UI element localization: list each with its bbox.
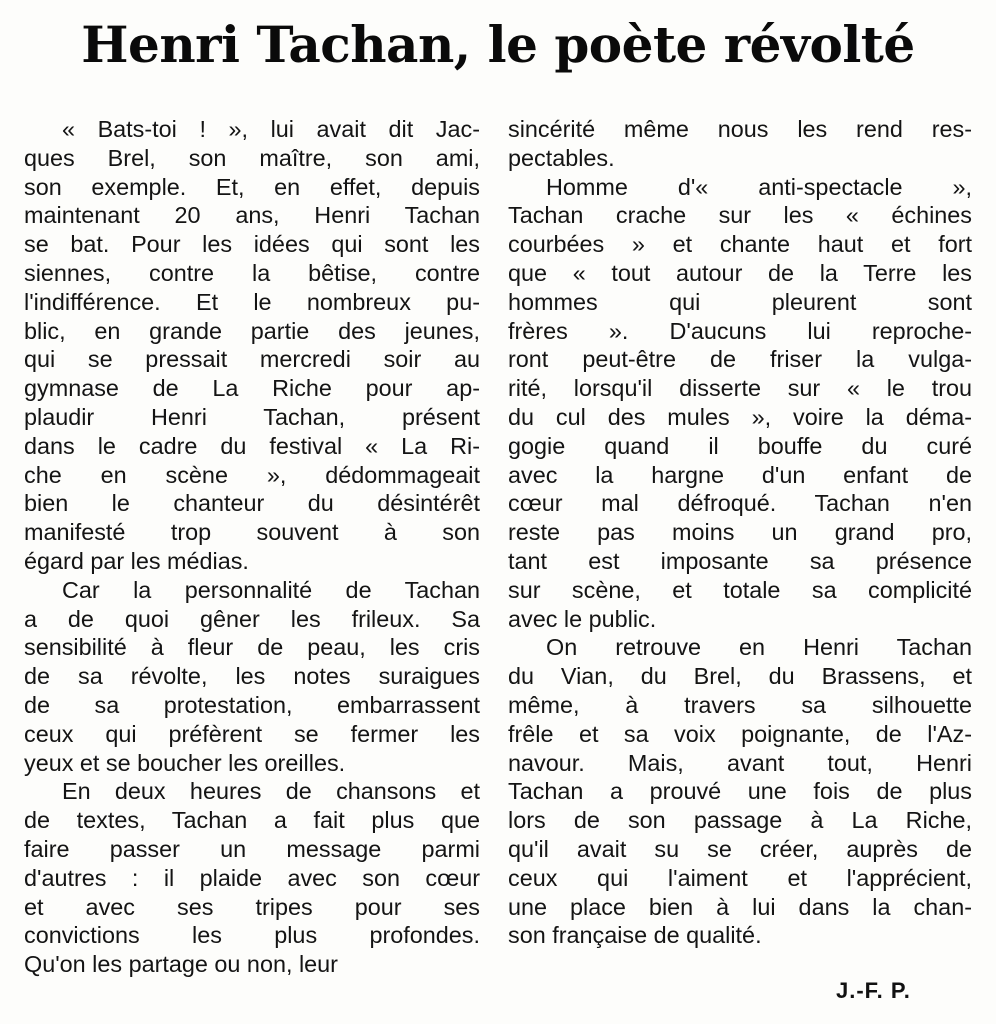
- text-line: une place bien à lui dans la chan-: [508, 893, 972, 920]
- text-line: courbées » et chante haut et fort: [508, 231, 972, 258]
- text-line: yeux et se boucher les oreilles.: [24, 749, 346, 776]
- text-line: ceux qui préfèrent se fermer les: [24, 720, 480, 747]
- text-line: « Bats-toi ! », lui avait dit Jac-: [62, 116, 480, 142]
- article-paragraph: [508, 633, 972, 950]
- article-paragraph: [24, 576, 480, 778]
- text-line: égard par les médias.: [24, 547, 249, 574]
- text-line: qui se pressait mercredi soir au: [24, 346, 480, 373]
- text-line: plaudir Henri Tachan, présent: [24, 403, 480, 430]
- text-line: On retrouve en Henri Tachan: [546, 634, 972, 661]
- text-line: sensibilité à fleur de peau, les cris: [24, 634, 480, 661]
- text-line: gymnase de La Riche pour ap-: [24, 375, 480, 402]
- article-column-left: [24, 115, 480, 979]
- article-paragraph: [508, 115, 972, 173]
- text-line: de sa protestation, embarrassent: [24, 691, 480, 718]
- text-line: bien le chanteur du désintérêt: [24, 490, 480, 517]
- text-line: lors de son passage à La Riche,: [508, 807, 972, 834]
- text-line: cœur mal défroqué. Tachan n'en: [508, 490, 972, 517]
- article-headline: Henri Tachan, le poète révolté: [81, 15, 915, 74]
- text-line: manifesté trop souvent à son: [24, 519, 480, 546]
- text-line: son exemple. Et, en effet, depuis: [24, 173, 480, 200]
- text-line: même, à travers sa silhouette: [508, 691, 972, 718]
- text-line: pectables.: [508, 144, 615, 171]
- text-line: d'autres : il plaide avec son cœur: [24, 864, 480, 891]
- text-line: ques Brel, son maître, son ami,: [24, 144, 480, 171]
- article-paragraph: [508, 173, 972, 634]
- text-line: navour. Mais, avant tout, Henri: [508, 749, 972, 776]
- text-line: et avec ses tripes pour ses: [24, 893, 480, 920]
- text-line: reste pas moins un grand pro,: [508, 519, 972, 546]
- text-line: ceux qui l'aiment et l'apprécient,: [508, 864, 972, 891]
- text-line: avec la hargne d'un enfant de: [508, 461, 972, 488]
- text-line: siennes, contre la bêtise, contre: [24, 259, 480, 286]
- text-line: Qu'on les partage ou non, leur: [24, 951, 338, 978]
- text-line: frêle et sa voix poignante, de l'Az-: [508, 720, 972, 747]
- text-line: a de quoi gêner les frileux. Sa: [24, 605, 480, 632]
- author-signature: J.-F. P.: [836, 978, 911, 1003]
- text-line: blic, en grande partie des jeunes,: [24, 317, 480, 344]
- article-paragraph: [24, 115, 480, 576]
- text-line: rité, lorsqu'il disserte sur « le trou: [508, 375, 972, 402]
- text-line: avec le public.: [508, 605, 657, 632]
- text-line: de textes, Tachan a fait plus que: [24, 807, 480, 834]
- text-line: Tachan a prouvé une fois de plus: [508, 778, 972, 805]
- text-line: du cul des mules », voire la déma-: [508, 403, 972, 430]
- text-line: convictions les plus profondes.: [24, 922, 480, 949]
- text-line: se bat. Pour les idées qui sont les: [24, 231, 480, 258]
- text-line: gogie quand il bouffe du curé: [508, 432, 972, 459]
- text-line: son française de qualité.: [508, 922, 762, 949]
- text-line: Car la personnalité de Tachan: [62, 576, 480, 603]
- text-line: que « tout autour de la Terre les: [508, 259, 972, 286]
- text-line: l'indifférence. Et le nombreux pu-: [24, 288, 480, 315]
- text-line: tant est imposante sa présence: [508, 547, 972, 574]
- article-paragraph: [24, 777, 480, 979]
- text-line: frères ». D'aucuns lui reproche-: [508, 317, 972, 344]
- text-line: sur scène, et totale sa complicité: [508, 576, 972, 603]
- text-line: Tachan crache sur les « échines: [508, 202, 972, 229]
- text-line: du Vian, du Brel, du Brassens, et: [508, 663, 972, 690]
- text-line: Homme d'« anti-spectacle »,: [546, 173, 972, 200]
- text-line: sincérité même nous les rend res-: [508, 116, 972, 142]
- text-line: hommes qui pleurent sont: [508, 288, 972, 315]
- text-line: de sa révolte, les notes suraigues: [24, 663, 480, 690]
- text-line: qu'il avait su se créer, auprès de: [508, 835, 972, 862]
- text-line: ront peut-être de friser la vulga-: [508, 346, 972, 373]
- article-column-right: [508, 115, 972, 950]
- text-line: maintenant 20 ans, Henri Tachan: [24, 202, 480, 229]
- text-line: dans le cadre du festival « La Ri-: [24, 432, 480, 459]
- text-line: En deux heures de chansons et: [62, 778, 480, 805]
- text-line: che en scène », dédommageait: [24, 461, 480, 488]
- text-line: faire passer un message parmi: [24, 835, 480, 862]
